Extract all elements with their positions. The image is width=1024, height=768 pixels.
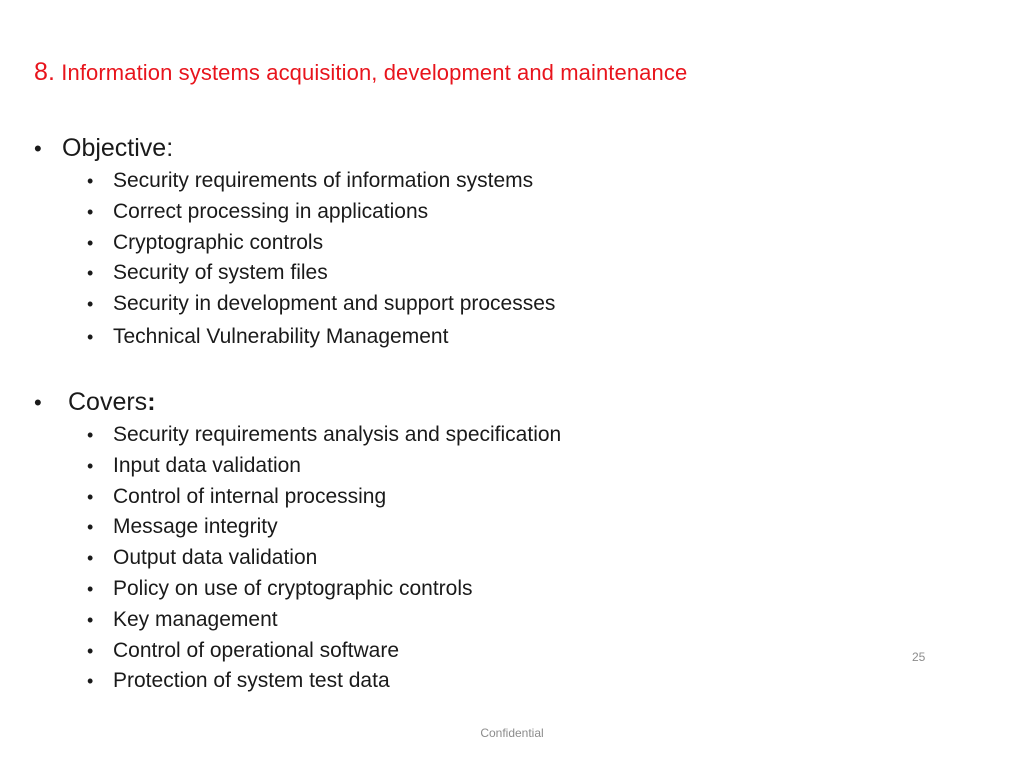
bullet-icon: •: [34, 390, 42, 415]
covers-section: [34, 385, 561, 697]
bullet-icon: •: [87, 548, 94, 569]
slide-title-text: Information systems acquisition, development and maintenance: [61, 60, 688, 85]
list-item-text: Security in development and support processes: [113, 292, 556, 316]
bullet-icon: •: [87, 326, 94, 347]
list-item-text: Control of internal processing: [113, 484, 387, 508]
bullet-icon: •: [87, 201, 94, 222]
list-item: [87, 258, 555, 289]
list-item-text: Control of operational software: [113, 638, 399, 662]
slide-title: [34, 58, 687, 87]
list-item-text: Key management: [113, 607, 278, 631]
list-item-text: Cryptographic controls: [113, 230, 324, 254]
covers-heading-colon: :: [147, 388, 156, 416]
covers-heading: Covers: [68, 388, 148, 416]
page-number: 25: [912, 650, 926, 664]
list-item: [87, 605, 561, 636]
list-item: [87, 574, 561, 605]
objective-section: [34, 131, 555, 353]
list-item-text: Technical Vulnerability Management: [113, 324, 449, 348]
bullet-icon: •: [87, 263, 94, 284]
objective-heading-row: [34, 131, 555, 166]
list-item: [87, 228, 555, 259]
bullet-icon: •: [87, 455, 94, 476]
list-item: [87, 636, 561, 667]
bullet-icon: •: [87, 609, 94, 630]
list-item: [87, 482, 561, 513]
list-item-text: Policy on use of cryptographic controls: [113, 576, 473, 600]
list-item: [87, 666, 561, 697]
bullet-icon: •: [87, 578, 94, 599]
bullet-icon: •: [87, 486, 94, 507]
bullet-icon: •: [87, 294, 94, 315]
list-item-text: Security requirements of information systems: [113, 169, 534, 192]
list-item: [87, 322, 555, 353]
slide-title-number: 8.: [34, 58, 56, 86]
list-item-text: Output data validation: [113, 546, 318, 570]
list-item-text: Protection of system test data: [113, 669, 390, 693]
list-item-text: Correct processing in applications: [113, 199, 429, 223]
list-item-text: Security of system files: [113, 261, 328, 285]
list-item-text: Security requirements analysis and specification: [113, 423, 562, 446]
covers-list: [34, 420, 561, 697]
bullet-icon: •: [87, 640, 94, 661]
bullet-icon: •: [87, 171, 94, 191]
list-item: [87, 512, 561, 543]
bullet-icon: •: [87, 517, 94, 538]
bullet-icon: •: [87, 232, 94, 253]
list-item: [87, 451, 561, 482]
list-item: [87, 289, 555, 320]
list-item-text: Message integrity: [113, 515, 278, 539]
bullet-icon: •: [87, 671, 94, 692]
objective-heading: Objective:: [62, 134, 174, 162]
bullet-icon: •: [34, 136, 42, 161]
list-item: [87, 420, 561, 451]
footer-confidential: Confidential: [480, 726, 544, 740]
covers-heading-row: [34, 385, 561, 420]
list-item: [87, 543, 561, 574]
list-item-text: Input data validation: [113, 453, 301, 477]
objective-list: [34, 166, 555, 353]
list-item: [87, 197, 555, 228]
list-item: [87, 166, 555, 197]
bullet-icon: •: [87, 425, 94, 445]
